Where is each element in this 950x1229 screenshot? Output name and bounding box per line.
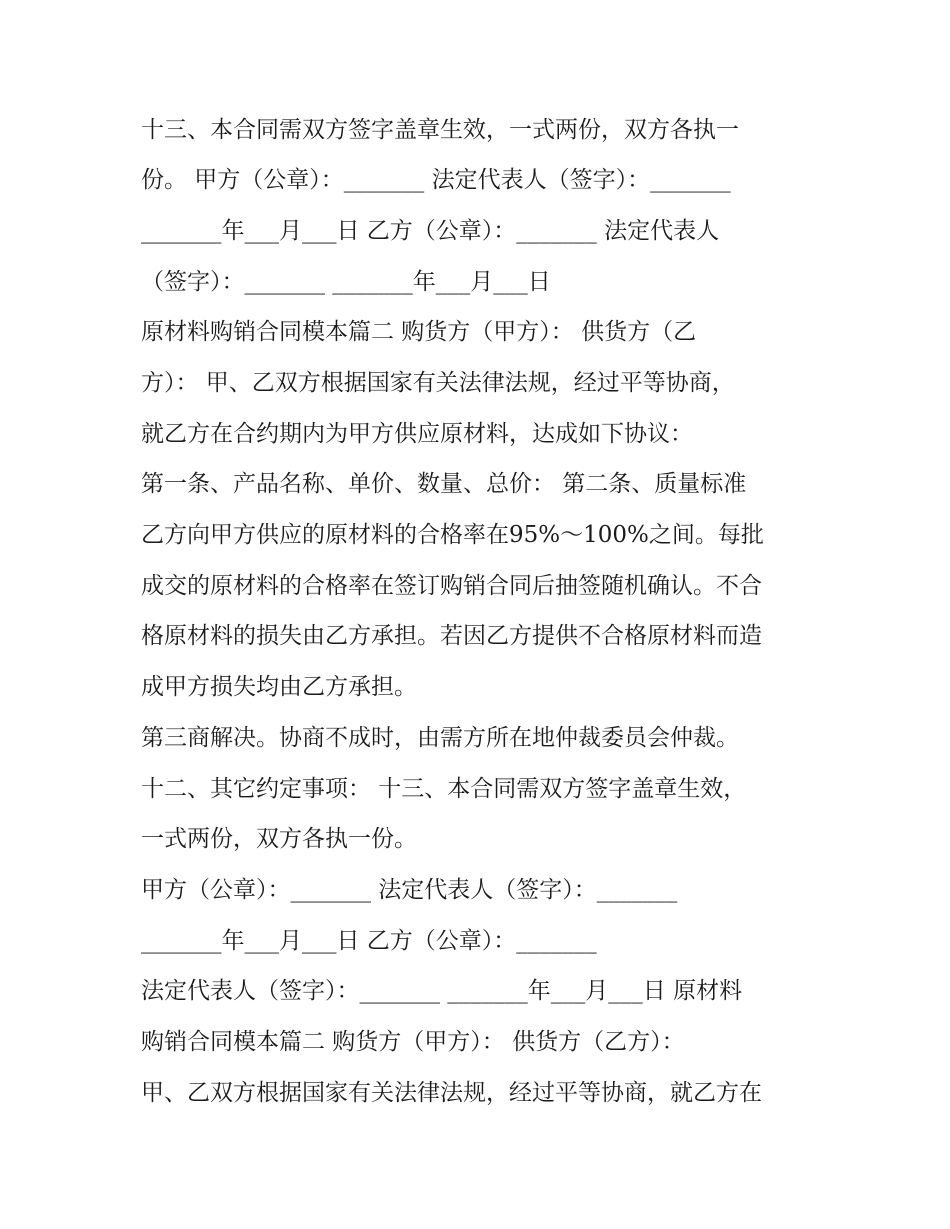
text-line: _______年___月___日 乙方（公章）：_______ — [141, 928, 597, 954]
text-line: 购销合同模本篇二 购货方（甲方）： 供货方（乙方）： — [141, 1029, 685, 1055]
text-line: _______年___月___日 乙方（公章）：_______ 法定代表人 — [141, 218, 720, 244]
text-line: 就乙方在合约期内为甲方供应原材料，达成如下协议： — [141, 421, 693, 447]
text-line: 法定代表人（签字）：_______ _______年___月___日 原材料 — [141, 978, 743, 1004]
text-line: 方）： 甲、乙双方根据国家有关法律法规，经过平等协商， — [141, 370, 735, 396]
text-line: 十三、本合同需双方签字盖章生效，一式两份，双方各执一 — [141, 117, 739, 143]
text-line: 原材料购销合同模本篇二 购货方（甲方）： 供货方（乙 — [141, 319, 697, 345]
text-line: 第三商解决。协商不成时，由需方所在地仲裁委员会仲裁。 — [141, 725, 739, 751]
text-line: 甲方（公章）：_______ 法定代表人（签字）：_______ — [141, 877, 678, 903]
text-line: （签字）：_______ _______年___月___日 — [141, 269, 551, 295]
text-line: 成交的原材料的合格率在签订购销合同后抽签随机确认。不合 — [141, 573, 762, 599]
text-line: 份。 甲方（公章）：_______ 法定代表人（签字）：_______ — [141, 167, 731, 193]
text-line: 甲、乙双方根据国家有关法律法规，经过平等协商，就乙方在 — [141, 1080, 762, 1106]
text-line: 十二、其它约定事项： 十三、本合同需双方签字盖章生效， — [141, 776, 747, 802]
text-line: 成甲方损失均由乙方承担。 — [141, 674, 417, 700]
text-line: 乙方向甲方供应的原材料的合格率在95%～100%之间。每批 — [141, 522, 764, 548]
text-line: 格原材料的损失由乙方承担。若因乙方提供不合格原材料而造 — [141, 623, 762, 649]
text-line: 第一条、产品名称、单价、数量、总价： 第二条、质量标准 — [141, 471, 747, 497]
text-line: 一式两份，双方各执一份。 — [141, 826, 417, 852]
